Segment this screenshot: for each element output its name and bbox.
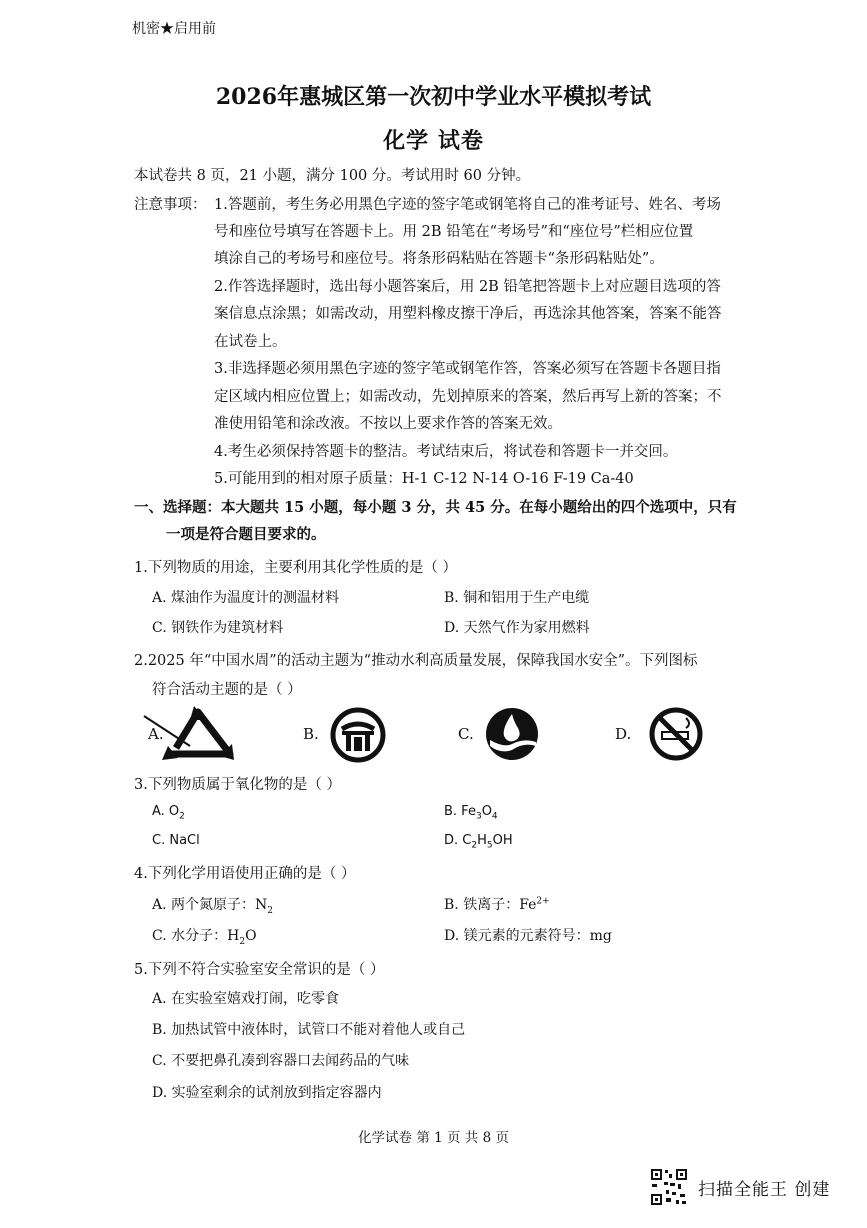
q1-option-b: B. 铜和铝用于生产电缆 bbox=[444, 590, 590, 606]
note-line: 定区域内相应位置上；如需改动，先划掉原来的答案，然后再写上新的答案；不 bbox=[214, 389, 722, 405]
question-3-stem: 3.下列物质属于氧化物的是（ ） bbox=[134, 777, 341, 793]
scanner-watermark bbox=[650, 1168, 830, 1206]
q2-option-a: A. bbox=[148, 725, 164, 743]
note-line: 号和座位号填写在答题卡上。用 2B 铅笔在“考场号”和“座位号”栏相应位置 bbox=[214, 224, 694, 240]
q5-option-b: B. 加热试管中液体时，试管口不能对着他人或自己 bbox=[152, 1022, 466, 1038]
question-1-stem: 1.下列物质的用途，主要利用其化学性质的是（ ） bbox=[134, 560, 457, 576]
note-line: 1.答题前，考生务必用黑色字迹的签字笔或钢笔将自己的准考证号、姓名、考场 bbox=[214, 197, 721, 213]
section-heading: 一、选择题：本大题共 15 小题，每小题 3 分，共 45 分。在每小题给出的四个选项中，只有 bbox=[134, 499, 737, 516]
note-line: 3.非选择题必须用黑色字迹的签字笔或钢笔作答，答案必须写在答题卡各题目指 bbox=[214, 361, 721, 377]
page-footer: 化学试卷 第 1 页 共 8 页 bbox=[358, 1130, 509, 1146]
q5-option-d: D. 实验室剩余的试剂放到指定容器内 bbox=[152, 1085, 382, 1101]
q2-option-d: D. bbox=[615, 725, 632, 743]
q1-option-a: A. 煤油作为温度计的测温材料 bbox=[152, 590, 340, 606]
q2-option-b: B. bbox=[303, 725, 319, 743]
question-2-stem: 符合活动主题的是（ ） bbox=[152, 682, 302, 698]
q4-option-a: A. 两个氮原子：$N_2$ bbox=[152, 897, 273, 916]
note-line: 在试卷上。 bbox=[214, 334, 287, 350]
question-4-stem: 4.下列化学用语使用正确的是（ ） bbox=[134, 866, 356, 882]
note-line: 4.考生必须保持答题卡的整洁。考试结束后，将试卷和答题卡一并交回。 bbox=[214, 444, 678, 460]
question-2-stem: 2.2025 年“中国水周”的活动主题为“推动水利高质量发展，保障我国水安全”。下列图标 bbox=[134, 653, 698, 669]
no-smoking-icon bbox=[648, 706, 704, 762]
q2-option-c: C. bbox=[458, 725, 474, 743]
q3-option-d: D. $C_2H_5OH$ bbox=[444, 833, 513, 851]
q3-option-a: A. $O_2$ bbox=[152, 804, 185, 822]
qr-code-icon bbox=[650, 1168, 688, 1206]
notes-label: 注意事项： bbox=[134, 197, 207, 213]
water-conservancy-icon bbox=[330, 707, 386, 763]
q3-option-b: B. $Fe_3O_4$ bbox=[444, 804, 498, 822]
q5-option-a: A. 在实验室嬉戏打闹，吃零食 bbox=[152, 991, 340, 1007]
note-line: 准使用铅笔和涂改液。不按以上要求作答的答案无效。 bbox=[214, 416, 562, 432]
q4-option-c: C. 水分子：$H_2O$ bbox=[152, 928, 257, 947]
scanner-text: 扫描全能王 创建 bbox=[698, 1179, 831, 1200]
q3-option-c: C. NaCl bbox=[152, 833, 200, 848]
exam-info: 本试卷共 8 页，21 小题，满分 100 分。考试用时 60 分钟。 bbox=[134, 168, 531, 184]
water-saving-icon bbox=[484, 706, 540, 762]
question-5-stem: 5.下列不符合实验室安全常识的是（ ） bbox=[134, 962, 385, 978]
note-line: 案信息点涂黑；如需改动，用塑料橡皮擦干净后，再选涂其他答案，答案不能答 bbox=[214, 306, 722, 322]
note-line: 填涂自己的考场号和座位号。将条形码粘贴在答题卡“条形码粘贴处”。 bbox=[214, 251, 664, 267]
section-heading: 一项是符合题目要求的。 bbox=[166, 526, 326, 543]
q4-option-b: B. 铁离子：$Fe^{2+}$ bbox=[444, 896, 550, 913]
q4-option-d: D. 镁元素的元素符号：mg bbox=[444, 928, 612, 944]
note-line: 2.作答选择题时，选出每小题答案后，用 2B 铅笔把答题卡上对应题目选项的答 bbox=[214, 279, 721, 295]
q5-option-c: C. 不要把鼻孔凑到容器口去闻药品的气味 bbox=[152, 1053, 410, 1069]
exam-title: 2026年惠城区第一次初中学业水平模拟考试 bbox=[215, 84, 652, 110]
recycle-icon bbox=[140, 700, 240, 762]
confidential-mark: 机密★启用前 bbox=[132, 21, 216, 37]
note-line: 5.可能用到的相对原子质量：H-1 C-12 N-14 O-16 F-19 Ca-40 bbox=[214, 471, 634, 487]
subject-title: 化学 试卷 bbox=[383, 128, 484, 154]
q1-option-d: D. 天然气作为家用燃料 bbox=[444, 620, 590, 636]
q1-option-c: C. 钢铁作为建筑材料 bbox=[152, 620, 284, 636]
